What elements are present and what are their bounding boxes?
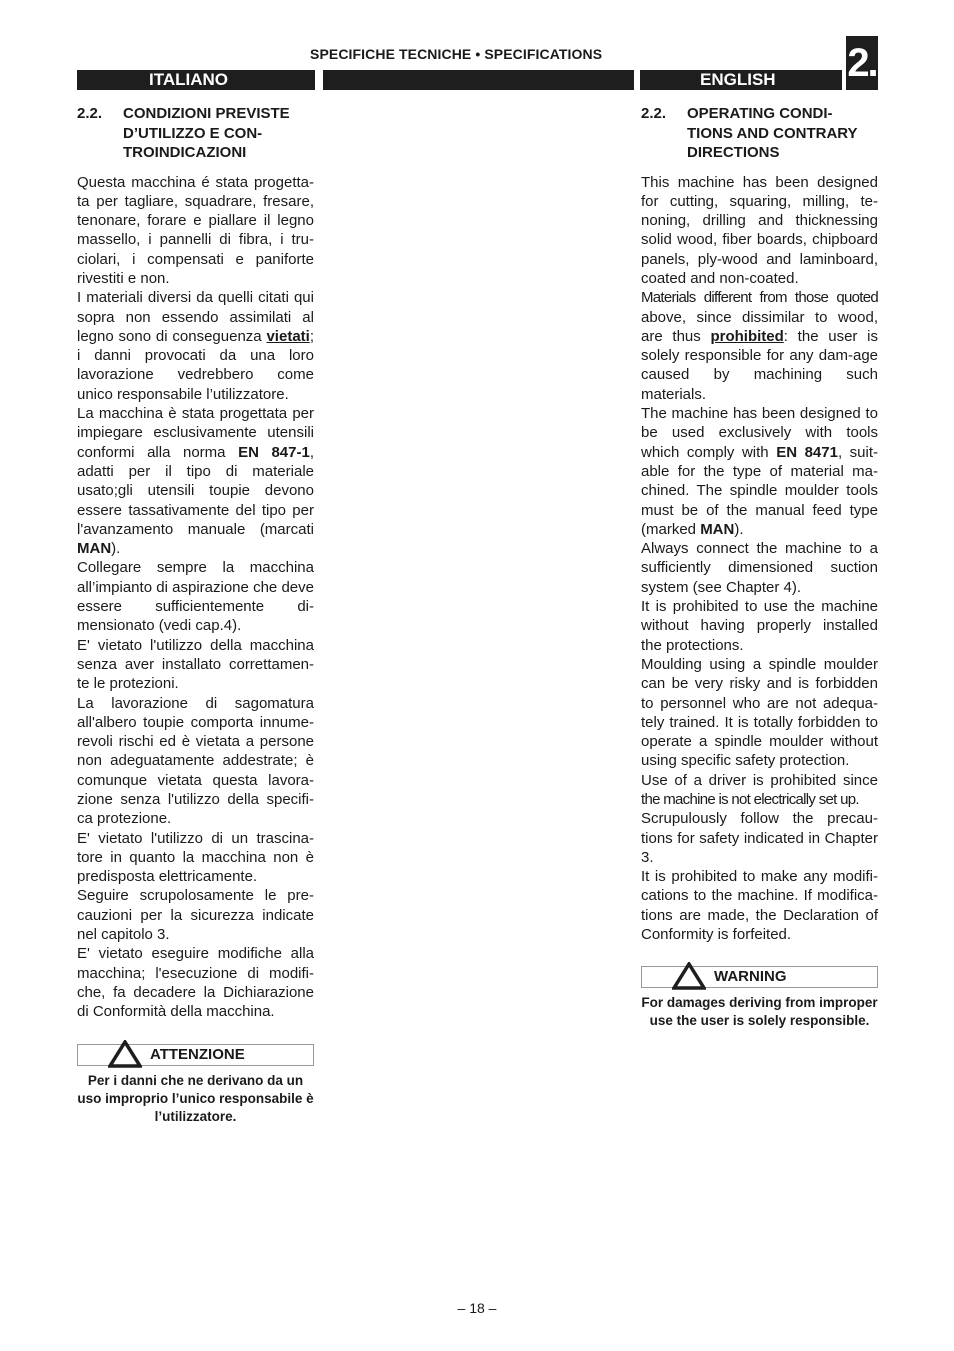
english-paragraph-2: Materials different from those quoted above, since dissimilar to wood, are thus prohibited: the user is solely responsible for any dam-age caused by machining such materials. [641,289,878,403]
italian-paragraph-5: E' vietato l'utilizzo della macchina senza aver installato correttamen-te le protezioni. [77,636,314,693]
italian-paragraph-7: E' vietato l'utilizzo di un trascina-tore in quanto la macchina non è predisposta elettricamente. [77,829,314,886]
warning-triangle-icon [108,1040,142,1068]
english-column [641,104,878,1030]
italian-paragraph-4: Collegare sempre la macchina all’impianto di aspirazione che deve essere sufficientemente di-mensionato (vedi cap.4). [77,559,314,635]
chapter-number-badge: 2. [846,36,878,90]
english-paragraph-5: It is prohibited to use the machine without having properly installed the protections. [641,598,878,654]
italian-paragraph-1: Questa macchina é stata progetta-ta per tagliare, squadrare, fresare, tenonare, forare e piallare il legno massello, i pannelli di fibra, i tru-ciolari, i compensati e paniforte rivestiti e non. [77,173,314,287]
warning-triangle-icon [672,962,706,990]
english-paragraph-6: Moulding using a spindle moulder can be very risky and is forbidden to personnel who are not adequa-tely trained. It is totally forbidden to operate a spindle moulder without using specific safety protection. [641,655,878,770]
english-section-title: OPERATING CONDI-TIONS AND CONTRARY DIRECTIONS [687,105,858,161]
italian-paragraph-3: La macchina è stata progettata per impiegare esclusivamente utensili conformi alla norma EN 847-1, adatti per il tipo di materiale usato;gli utensili toupie devono essere tassativamente del tipo per l'avanzamento manuale (marcati MAN). [77,405,314,558]
italian-paragraph-6: La lavorazione di sagomatura all'albero toupie comporta innume-revoli rischi ed è vietata a persone non adeguatamente addestrate; è comunque vietata questa lavora-zione senza l'utilizzo della specifi-ca protezione. [77,694,314,828]
english-paragraph-7: Use of a driver is prohibited since the machine is not electrically set up. [641,771,878,808]
english-warning-box [641,966,878,988]
italian-column [77,104,314,1126]
page-number: – 18 – [457,1300,497,1316]
english-paragraph-9: It is prohibited to make any modifi-cations to the machine. If modifica-tions are made, the Declaration of Conformity is forfeited. [641,868,878,944]
english-language-label: ENGLISH [700,70,776,89]
italian-section-title: CONDIZIONI PREVISTE D’UTILIZZO E CON-TROINDICAZIONI [123,105,290,161]
english-section-heading [641,104,878,163]
english-warning-text: For damages deriving from improper use the user is solely responsible. [641,995,878,1029]
center-divider-bar [323,70,634,90]
english-paragraph-8: Scrupulously follow the precau-tions for safety indicated in Chapter 3. [641,810,878,866]
italian-section-heading [77,104,314,163]
english-paragraph-1: This machine has been designed for cutting, squaring, milling, te-noning, drilling and thicknessing solid wood, fiber boards, chipboard panels, ply-wood and laminboard, coated and non-coated. [641,173,878,287]
english-paragraph-4: Always connect the machine to a sufficiently dimensioned suction system (see Chapter 4). [641,540,878,596]
italian-paragraph-2: I materiali diversi da quelli citati qui sopra non essendo assimilati al legno sono di conseguenza vietati; i danni provocati da una loro lavorazione vedrebbero come unico responsabile l’utilizzatore. [77,289,314,403]
english-section-number: 2.2. [641,105,667,122]
italian-warning-label: ATTENZIONE [150,1045,245,1063]
italian-warning-box [77,1044,314,1066]
english-paragraph-3: The machine has been designed to be used exclusively with tools which comply with EN 8471, suit-able for the type of material ma-chined. The spindle moulder tools must be of the manual feed type (marked MAN). [641,405,879,538]
italian-language-label: ITALIANO [149,70,229,89]
italian-paragraph-9: E' vietato eseguire modifiche alla macchina; l'esecuzione di modifi-che, fa decadere la Dichiarazione di Conformità della macchina. [77,945,314,1021]
italian-warning-text: Per i danni che ne derivano da un uso improprio l’unico responsabile è l’utilizzatore. [77,1072,314,1124]
english-language-bar [640,70,842,90]
italian-language-bar [77,70,315,90]
italian-section-number: 2.2. [77,105,103,122]
document-header-title: SPECIFICHE TECNICHE • SPECIFICATIONS [310,46,603,62]
italian-paragraph-8: Seguire scrupolosamente le pre-cauzioni per la sicurezza indicate nel capitolo 3. [77,887,314,944]
english-warning-label: WARNING [714,968,787,986]
